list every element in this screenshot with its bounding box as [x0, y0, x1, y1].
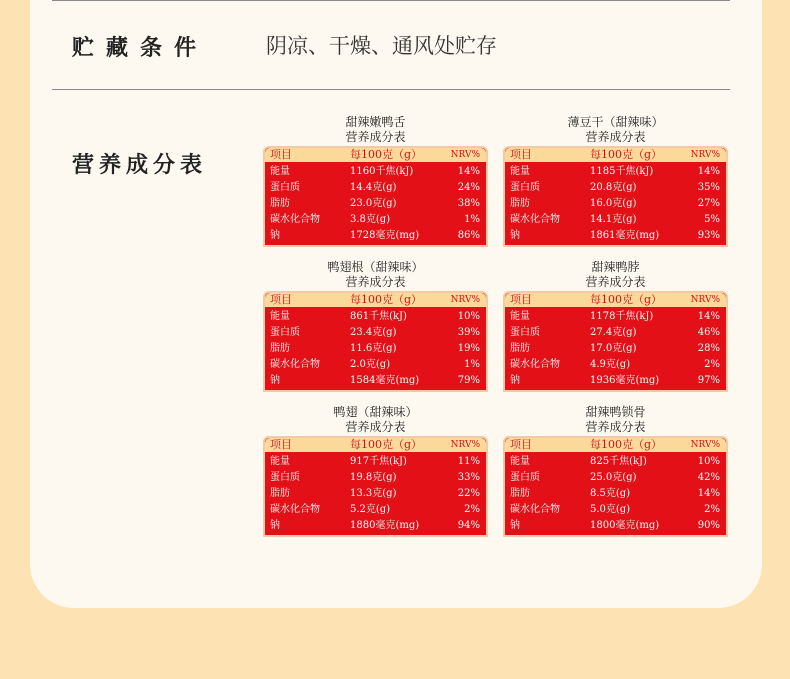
row-label: 蛋白质: [510, 472, 540, 483]
table-product-name: 鸭翅（甜辣味）: [333, 405, 418, 419]
table-row: [505, 325, 726, 341]
table-row: [265, 373, 486, 389]
row-value: 13.3克(g): [350, 488, 397, 499]
row-value: 5.0克(g): [590, 504, 631, 515]
storage-label: 贮藏条件: [72, 36, 209, 61]
table-subtitle: 营养成分表: [345, 130, 406, 144]
row-label: 能量: [270, 166, 290, 177]
nutrition-table: [503, 115, 728, 247]
table-row: [505, 212, 726, 228]
nutrition-table: [263, 405, 488, 537]
table-subtitle: 营养成分表: [345, 420, 406, 434]
table-row: [265, 518, 486, 534]
row-label: 能量: [270, 456, 290, 467]
header-item: 项目: [510, 438, 532, 451]
table-row: [265, 341, 486, 357]
table-row: [265, 164, 486, 180]
row-nrv: 10%: [457, 311, 480, 322]
row-nrv: 2%: [464, 504, 480, 515]
row-value: 14.4克(g): [350, 182, 397, 193]
header-nrv: NRV%: [690, 295, 720, 305]
row-nrv: 19%: [457, 343, 480, 354]
table-product-name: 甜辣鸭脖: [591, 260, 640, 274]
top-divider: [52, 0, 730, 1]
row-value: 4.9克(g): [590, 359, 631, 370]
table-row: [505, 502, 726, 518]
row-value: 25.0克(g): [590, 472, 637, 483]
table-row: [505, 180, 726, 196]
row-value: 23.4克(g): [350, 327, 397, 338]
row-value: 5.2克(g): [350, 504, 391, 515]
row-value: 1936毫克(mg): [590, 375, 660, 386]
row-value: 1728毫克(mg): [350, 230, 420, 241]
header-item: 项目: [510, 293, 532, 306]
row-label: 蛋白质: [510, 327, 540, 338]
row-value: 1185千焦(kJ): [590, 166, 654, 177]
row-nrv: 22%: [457, 488, 480, 499]
table-body: [503, 436, 728, 537]
row-nrv: 79%: [457, 375, 480, 386]
row-label: 钠: [510, 375, 520, 386]
table-subtitle: 营养成分表: [585, 130, 646, 144]
row-nrv: 39%: [457, 327, 480, 338]
row-nrv: 86%: [457, 230, 480, 241]
row-value: 8.5克(g): [590, 488, 631, 499]
row-value: 19.8克(g): [350, 472, 397, 483]
row-label: 碳水化合物: [270, 214, 320, 225]
row-label: 钠: [270, 375, 280, 386]
row-nrv: 93%: [697, 230, 720, 241]
row-label: 能量: [510, 456, 530, 467]
header-per-100g: 每100克（g）: [350, 293, 423, 306]
nutrition-table: [263, 260, 488, 392]
table-row: [265, 180, 486, 196]
row-value: 825千焦(kJ): [590, 456, 647, 467]
row-nrv: 1%: [464, 214, 480, 225]
table-row: [505, 470, 726, 486]
table-header: [265, 148, 486, 162]
table-product-name: 鸭翅根（甜辣味）: [327, 260, 424, 274]
header-per-100g: 每100克（g）: [590, 438, 663, 451]
table-body: [503, 146, 728, 247]
row-label: 碳水化合物: [510, 214, 560, 225]
nutrition-table: [503, 405, 728, 537]
row-nrv: 38%: [457, 198, 480, 209]
table-product-name: 甜辣嫩鸭舌: [345, 115, 406, 129]
row-label: 蛋白质: [270, 472, 300, 483]
table-subtitle: 营养成分表: [585, 275, 646, 289]
row-nrv: 1%: [464, 359, 480, 370]
row-value: 3.8克(g): [350, 214, 391, 225]
row-nrv: 46%: [697, 327, 720, 338]
header-per-100g: 每100克（g）: [590, 148, 663, 161]
table-row: [505, 341, 726, 357]
row-label: 脂肪: [270, 343, 290, 354]
table-subtitle: 营养成分表: [345, 275, 406, 289]
row-nrv: 14%: [697, 311, 720, 322]
table-row: [505, 518, 726, 534]
table-row: [505, 309, 726, 325]
row-nrv: 5%: [704, 214, 720, 225]
row-label: 能量: [510, 166, 530, 177]
header-nrv: NRV%: [450, 295, 480, 305]
row-nrv: 14%: [697, 166, 720, 177]
row-label: 蛋白质: [270, 327, 300, 338]
table-row: [505, 454, 726, 470]
table-body: [503, 291, 728, 392]
header-item: 项目: [510, 148, 532, 161]
row-label: 脂肪: [510, 488, 530, 499]
header-item: 项目: [270, 438, 292, 451]
table-row: [505, 196, 726, 212]
table-header: [505, 438, 726, 452]
row-value: 917千焦(kJ): [350, 456, 407, 467]
row-label: 钠: [510, 230, 520, 241]
table-row: [505, 486, 726, 502]
row-value: 20.8克(g): [590, 182, 637, 193]
header-item: 项目: [270, 148, 292, 161]
row-nrv: 42%: [697, 472, 720, 483]
row-value: 17.0克(g): [590, 343, 637, 354]
row-label: 碳水化合物: [510, 359, 560, 370]
row-nrv: 35%: [697, 182, 720, 193]
row-nrv: 14%: [697, 488, 720, 499]
table-row: [265, 212, 486, 228]
table-product-name: 薄豆干（甜辣味）: [567, 115, 664, 129]
header-nrv: NRV%: [450, 440, 480, 450]
table-row: [265, 502, 486, 518]
table-row: [265, 454, 486, 470]
table-row: [265, 486, 486, 502]
row-label: 蛋白质: [510, 182, 540, 193]
row-label: 碳水化合物: [510, 504, 560, 515]
table-row: [265, 228, 486, 244]
table-header: [265, 438, 486, 452]
row-value: 861千焦(kJ): [350, 311, 407, 322]
header-item: 项目: [270, 293, 292, 306]
row-value: 23.0克(g): [350, 198, 397, 209]
storage-value: 阴凉、干燥、通风处贮存: [266, 34, 497, 58]
row-nrv: 24%: [457, 182, 480, 193]
row-nrv: 2%: [704, 504, 720, 515]
section-divider: [52, 89, 730, 90]
row-value: 1178千焦(kJ): [590, 311, 654, 322]
header-nrv: NRV%: [690, 150, 720, 160]
row-nrv: 27%: [697, 198, 720, 209]
row-value: 1584毫克(mg): [350, 375, 420, 386]
row-value: 1880毫克(mg): [350, 520, 420, 531]
header-nrv: NRV%: [690, 440, 720, 450]
nutrition-table: [263, 115, 488, 247]
row-value: 1861毫克(mg): [590, 230, 660, 241]
row-nrv: 90%: [697, 520, 720, 531]
table-row: [265, 196, 486, 212]
table-header: [505, 148, 726, 162]
row-label: 碳水化合物: [270, 359, 320, 370]
row-nrv: 33%: [457, 472, 480, 483]
table-body: [263, 436, 488, 537]
table-product-name: 甜辣鸭锁骨: [585, 405, 646, 419]
row-nrv: 94%: [457, 520, 480, 531]
nutrition-label: 营养成分表: [72, 153, 208, 178]
row-nrv: 14%: [457, 166, 480, 177]
header-per-100g: 每100克（g）: [590, 293, 663, 306]
row-value: 27.4克(g): [590, 327, 637, 338]
row-nrv: 10%: [697, 456, 720, 467]
row-nrv: 11%: [457, 456, 480, 467]
row-nrv: 28%: [697, 343, 720, 354]
row-value: 14.1克(g): [590, 214, 637, 225]
row-label: 碳水化合物: [270, 504, 320, 515]
table-row: [265, 470, 486, 486]
header-per-100g: 每100克（g）: [350, 148, 423, 161]
row-nrv: 2%: [704, 359, 720, 370]
row-label: 钠: [270, 520, 280, 531]
row-value: 11.6克(g): [350, 343, 397, 354]
table-body: [263, 146, 488, 247]
table-row: [505, 228, 726, 244]
table-row: [265, 309, 486, 325]
table-row: [265, 325, 486, 341]
row-label: 脂肪: [510, 198, 530, 209]
row-label: 能量: [510, 311, 530, 322]
row-label: 蛋白质: [270, 182, 300, 193]
row-label: 脂肪: [270, 198, 290, 209]
table-row: [505, 357, 726, 373]
row-value: 1800毫克(mg): [590, 520, 660, 531]
row-value: 16.0克(g): [590, 198, 637, 209]
row-label: 能量: [270, 311, 290, 322]
header-per-100g: 每100克（g）: [350, 438, 423, 451]
table-row: [505, 373, 726, 389]
table-subtitle: 营养成分表: [585, 420, 646, 434]
header-nrv: NRV%: [450, 150, 480, 160]
row-value: 1160千焦(kJ): [350, 166, 414, 177]
row-label: 钠: [510, 520, 520, 531]
nutrition-table: [503, 260, 728, 392]
row-nrv: 97%: [697, 375, 720, 386]
row-label: 脂肪: [270, 488, 290, 499]
table-row: [505, 164, 726, 180]
table-header: [265, 293, 486, 307]
table-header: [505, 293, 726, 307]
row-label: 钠: [270, 230, 280, 241]
table-row: [265, 357, 486, 373]
row-label: 脂肪: [510, 343, 530, 354]
table-body: [263, 291, 488, 392]
row-value: 2.0克(g): [350, 359, 391, 370]
info-card: [30, 0, 762, 608]
